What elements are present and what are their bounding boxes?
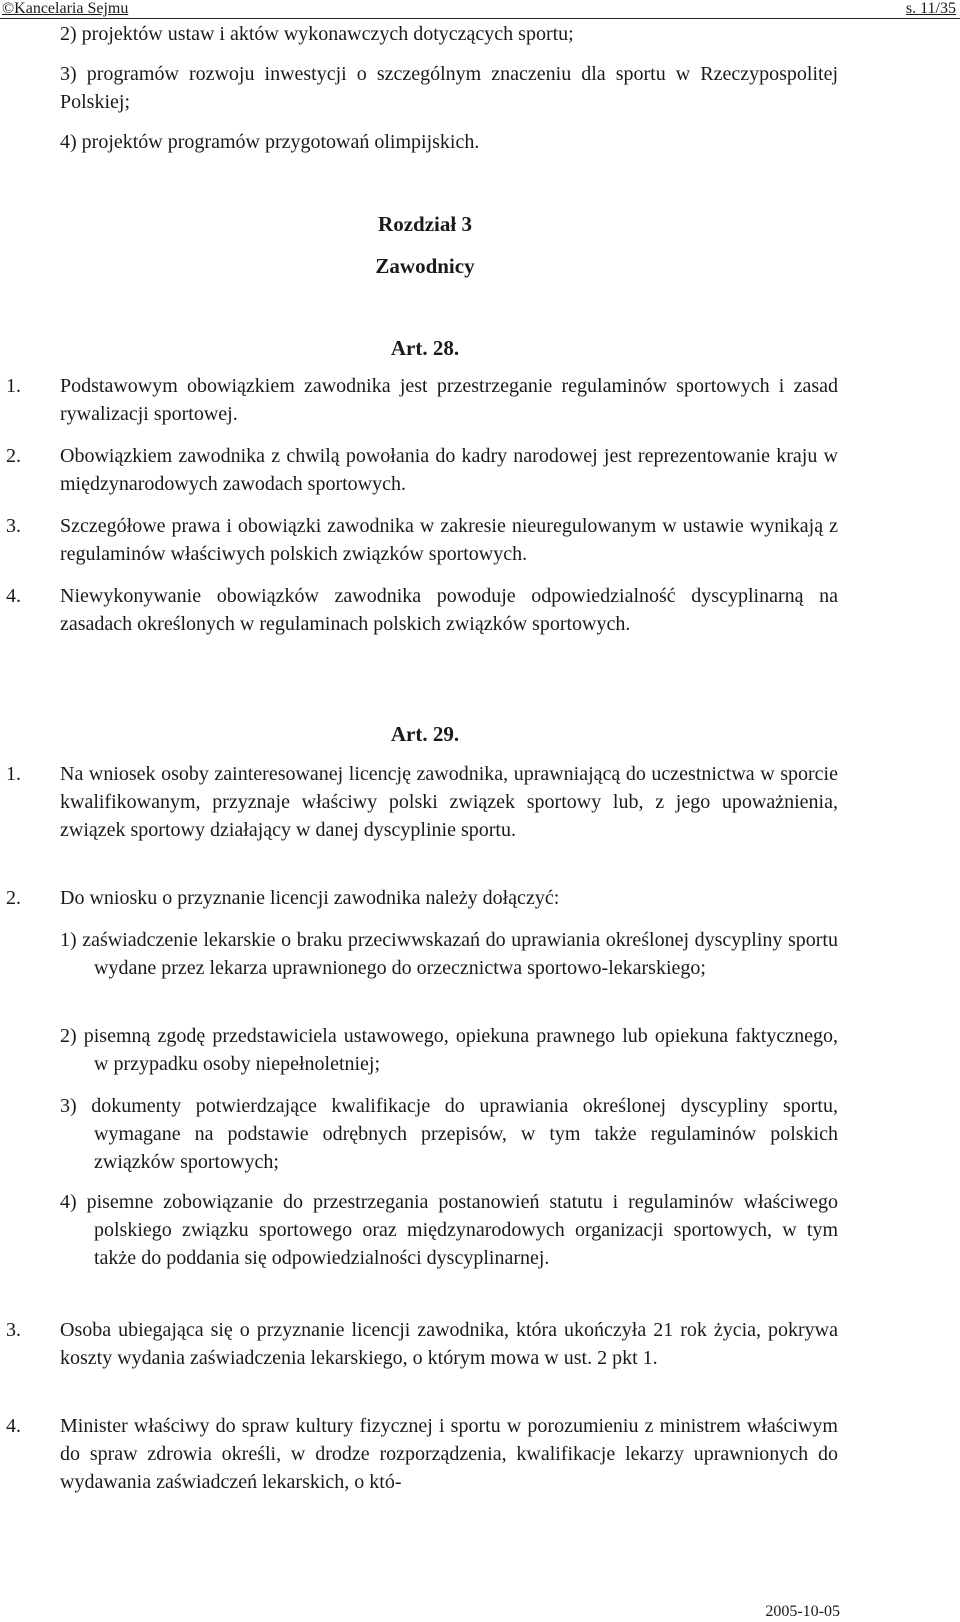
para-text: Obowiązkiem zawodnika z chwilą powołania do kadry narodowej jest reprezentowanie kraju w międzynarodowych zawodach sportowych. <box>60 445 838 495</box>
art29-para-4 <box>6 1412 838 1496</box>
intro-item-4: 4) projektów programów przygotowań olimpijskich. <box>60 131 480 153</box>
art29-list-item-1: 1) zaświadczenie lekarskie o braku przeciwwskazań do uprawiania określonej dyscypliny sportu wydane przez lekarza uprawnionego do orzecznictwa sportowo-lekarskiego; <box>60 929 838 979</box>
header-source-link[interactable]: ©Kancelaria Sejmu <box>2 0 129 17</box>
para-number: 1. <box>6 763 21 785</box>
para-text: Do wniosku o przyznanie licencji zawodnika należy dołączyć: <box>60 887 560 909</box>
art28-para-2 <box>6 442 838 498</box>
chapter-title: Zawodnicy <box>375 254 475 278</box>
art29-list-item-2: 2) pisemną zgodę przedstawiciela ustawowego, opiekuna prawnego lub opiekuna faktycznego, w przypadku osoby niepełnoletniej; <box>60 1025 838 1075</box>
intro-item-3: 3) programów rozwoju inwestycji o szczególnym znaczeniu dla sportu w Rzeczypospolitej Polskiej; <box>60 63 838 113</box>
para-number: 3. <box>6 1319 21 1341</box>
chapter-number: Rozdział 3 <box>378 212 472 236</box>
art29-list-item-4: 4) pisemne zobowiązanie do przestrzegania postanowień statutu i regulaminów właściwego polskiego związku sportowego oraz międzynarodowych organizacji sportowych, w tym także do poddania się odpowiedzialności dyscyplinarnej. <box>60 1191 838 1269</box>
para-text: Podstawowym obowiązkiem zawodnika jest przestrzeganie regulaminów sportowych i zasad rywalizacji sportowej. <box>60 375 838 425</box>
para-number: 2. <box>6 887 21 909</box>
para-text: Na wniosek osoby zainteresowanej licencję zawodnika, uprawniającą do uczestnictwa w sporcie kwalifikowanym, przyznaje właściwy polski związek sportowy lub, z jego upoważnienia, związek sportowy działający w danej dyscyplinie sportu. <box>60 763 838 841</box>
art29-para-2 <box>6 884 838 912</box>
para-text: Szczegółowe prawa i obowiązki zawodnika w zakresie nieuregulowanym w ustawie wynikają z regulaminów właściwych polskich związków sportowych. <box>60 515 838 565</box>
para-number: 4. <box>6 1415 21 1437</box>
art28-para-4 <box>6 582 838 638</box>
para-number: 2. <box>6 445 21 467</box>
page-header <box>0 0 960 19</box>
intro-item-2: 2) projektów ustaw i aktów wykonawczych dotyczących sportu; <box>60 23 574 45</box>
para-text: Minister właściwy do spraw kultury fizycznej i sportu w porozumieniu z ministrem właściwym do spraw zdrowia określi, w drodze rozporządzenia, kwalifikacje lekarzy uprawnionych do wydawania zaświadczeń lekarskich, o któ- <box>60 1415 838 1493</box>
footer-date: 2005-10-05 <box>765 1603 840 1620</box>
header-page-number[interactable]: s. 11/35 <box>905 0 956 17</box>
art29-para-3 <box>6 1316 838 1372</box>
para-text: Niewykonywanie obowiązków zawodnika powoduje odpowiedzialność dyscyplinarną na zasadach określonych w regulaminach polskich związków sportowych. <box>60 585 838 635</box>
art28-para-1 <box>6 372 838 428</box>
art29-para-1 <box>6 760 838 844</box>
para-text: Osoba ubiegająca się o przyznanie licencji zawodnika, która ukończyła 21 rok życia, pokrywa koszty wydania zaświadczenia lekarskiego, o którym mowa w ust. 2 pkt 1. <box>60 1319 838 1369</box>
para-number: 4. <box>6 585 21 607</box>
art29-list-item-3: 3) dokumenty potwierdzające kwalifikacje do uprawiania określonej dyscypliny sportu, wymagane na podstawie odrębnych przepisów, w tym także regulaminów polskich związków sportowych; <box>60 1095 838 1173</box>
para-number: 1. <box>6 375 21 397</box>
article-28-title: Art. 28. <box>390 336 460 360</box>
para-number: 3. <box>6 515 21 537</box>
art28-para-3 <box>6 512 838 568</box>
article-29-title: Art. 29. <box>390 722 460 746</box>
